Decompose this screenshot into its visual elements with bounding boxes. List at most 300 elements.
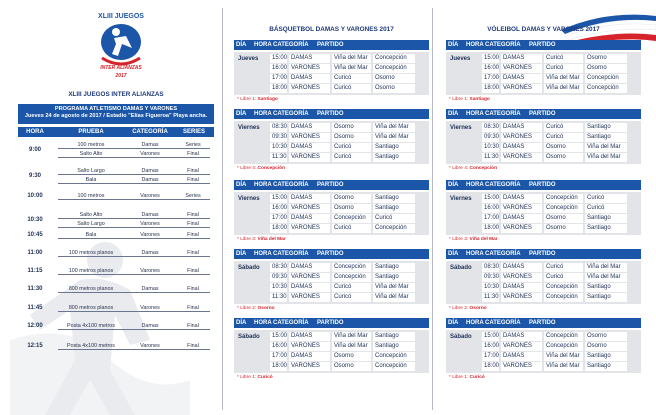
svg-text:XLIII JUEGOS: XLIII JUEGOS bbox=[98, 13, 144, 20]
match-team-home: Curicó bbox=[544, 263, 583, 272]
match-team-home: Curicó bbox=[544, 133, 583, 142]
event-series: Final bbox=[187, 343, 199, 349]
header-categoria: CATEGORÍA bbox=[273, 111, 309, 117]
match-day: Jueves bbox=[450, 56, 471, 62]
event-series: Final bbox=[187, 305, 199, 311]
match-row bbox=[234, 204, 429, 214]
match-row bbox=[234, 194, 429, 204]
header-categoria: CATEGORÍA bbox=[485, 320, 521, 326]
match-time: 09:30 bbox=[272, 134, 287, 140]
volleyball-day-block bbox=[446, 40, 641, 104]
match-time: 16:00 bbox=[272, 65, 287, 71]
match-day: Sábado bbox=[238, 265, 260, 271]
bye-team: Osorno bbox=[469, 306, 487, 311]
match-day: Viernes bbox=[238, 125, 260, 131]
match-team-home: Concepción bbox=[332, 263, 371, 272]
column-separator bbox=[222, 8, 223, 410]
header-partido: PARTIDO bbox=[529, 182, 556, 188]
event-name: Bala bbox=[85, 232, 97, 238]
event-name: 100 metros planos bbox=[68, 250, 114, 256]
match-team-home: Osorno bbox=[544, 143, 583, 152]
match-team-away: Santiago bbox=[585, 352, 627, 361]
bye-note: * Libre 1: Curicó bbox=[449, 375, 485, 380]
match-time: 17:00 bbox=[484, 75, 499, 81]
match-category: VARONES bbox=[289, 362, 330, 371]
header-hora: HORA bbox=[254, 182, 272, 188]
match-time: 08:30 bbox=[484, 264, 499, 270]
match-category: DAMAS bbox=[501, 263, 542, 272]
match-row bbox=[234, 54, 429, 64]
athletics-event-row bbox=[58, 250, 210, 257]
bye-note: * Libre 3: Viña del Mar bbox=[449, 237, 498, 242]
match-time: 18:00 bbox=[272, 225, 287, 231]
match-row bbox=[446, 214, 641, 224]
match-team-home: Curicó bbox=[332, 293, 371, 302]
header-partido: PARTIDO bbox=[529, 251, 556, 257]
event-series: Series bbox=[185, 193, 201, 199]
match-category: DAMAS bbox=[289, 214, 330, 223]
bye-note: * Libre 3: Viña del Mar bbox=[237, 237, 286, 242]
match-row bbox=[446, 194, 641, 204]
match-time: 15:00 bbox=[272, 55, 287, 61]
event-name: 100 metros bbox=[77, 193, 105, 199]
column-separator bbox=[432, 8, 433, 410]
match-team-away: Concepción bbox=[373, 352, 415, 361]
volleyball-day-block bbox=[446, 318, 641, 382]
match-row bbox=[234, 352, 429, 362]
header-dia: DÍA bbox=[448, 320, 459, 326]
header-categoria: CATEGORÍA bbox=[273, 320, 309, 326]
event-series: Final bbox=[187, 168, 199, 174]
match-time: 08:30 bbox=[484, 124, 499, 130]
match-day: Sábado bbox=[450, 265, 472, 271]
svg-text:INTER ALIANZAS: INTER ALIANZAS bbox=[100, 65, 142, 71]
match-category: DAMAS bbox=[501, 194, 542, 203]
schedule-body bbox=[234, 330, 429, 373]
match-team-away: Santiago bbox=[373, 263, 415, 272]
match-row bbox=[234, 342, 429, 352]
athletics-event-row bbox=[58, 268, 210, 275]
match-time: 09:30 bbox=[272, 274, 287, 280]
bye-label: Libre 1: bbox=[452, 97, 469, 102]
volleyball-day-block bbox=[446, 180, 641, 244]
event-category: Varones bbox=[140, 221, 160, 227]
header-categoria: CATEGORÍA bbox=[273, 182, 309, 188]
match-team-home: Osorno bbox=[332, 204, 371, 213]
athletics-time: 11:30 bbox=[27, 286, 43, 292]
athletics-event-row bbox=[58, 232, 210, 239]
athletics-event-row bbox=[58, 151, 210, 158]
basketball-day-block bbox=[234, 40, 429, 104]
event-name: Posta 4x100 metros bbox=[67, 323, 115, 329]
match-time: 08:30 bbox=[272, 124, 287, 130]
event-category: Damas bbox=[141, 323, 159, 329]
header-hora: HORA bbox=[466, 42, 484, 48]
schedule-body bbox=[446, 52, 641, 95]
header-hora: HORA bbox=[466, 320, 484, 326]
bye-label: Libre 2: bbox=[452, 306, 469, 311]
match-team-away: Curicó bbox=[585, 204, 627, 213]
match-category: VARONES bbox=[289, 153, 330, 162]
bye-team: Viña del Mar bbox=[257, 237, 286, 242]
match-day: Jueves bbox=[238, 56, 259, 62]
schedule-body bbox=[446, 261, 641, 304]
schedule-body bbox=[234, 52, 429, 95]
match-team-away: Santiago bbox=[373, 143, 415, 152]
match-row bbox=[234, 214, 429, 224]
match-time: 10:30 bbox=[272, 284, 287, 290]
bye-note: * Libre 2: Osorno bbox=[237, 306, 275, 311]
header-categoria: CATEGORÍA bbox=[485, 182, 521, 188]
match-team-home: Osorno bbox=[544, 224, 583, 233]
match-row bbox=[234, 153, 429, 163]
match-team-away: Santiago bbox=[373, 273, 415, 282]
program-date-venue: Jueves 24 de agosto de 2017 / Estadio "Elías Figueroa" Playa ancha. bbox=[24, 112, 208, 119]
bye-note: * Libre 1: Santiago bbox=[449, 97, 490, 102]
match-time: 16:00 bbox=[272, 343, 287, 349]
match-category: VARONES bbox=[501, 224, 542, 233]
match-category: DAMAS bbox=[501, 54, 542, 63]
match-row bbox=[234, 332, 429, 342]
match-row bbox=[446, 342, 641, 352]
match-row bbox=[234, 133, 429, 143]
match-time: 10:30 bbox=[484, 144, 499, 150]
match-category: DAMAS bbox=[289, 263, 330, 272]
match-team-home: Osorno bbox=[332, 133, 371, 142]
basketball-day-block bbox=[234, 109, 429, 173]
header-dia: DÍA bbox=[448, 42, 459, 48]
match-category: DAMAS bbox=[501, 352, 542, 361]
match-row bbox=[234, 224, 429, 234]
match-time: 15:00 bbox=[484, 55, 499, 61]
event-series: Final bbox=[187, 232, 199, 238]
match-category: DAMAS bbox=[289, 143, 330, 152]
match-row bbox=[446, 293, 641, 303]
event-category: Damas bbox=[141, 286, 159, 292]
athletics-table-header bbox=[18, 127, 214, 137]
schedule-body bbox=[234, 261, 429, 304]
match-category: DAMAS bbox=[289, 352, 330, 361]
match-time: 15:00 bbox=[484, 333, 499, 339]
match-time: 18:00 bbox=[484, 225, 499, 231]
header-partido: PARTIDO bbox=[317, 251, 344, 257]
match-team-home: Viña del Mar bbox=[544, 352, 583, 361]
games-logo-icon bbox=[92, 8, 150, 80]
schedule-body bbox=[446, 192, 641, 235]
header-categoria: CATEGORÍA bbox=[132, 129, 168, 135]
athletics-time: 10:00 bbox=[27, 193, 43, 199]
match-time: 08:30 bbox=[272, 264, 287, 270]
bye-note: * Libre 4: Concepción bbox=[449, 166, 497, 171]
match-category: VARONES bbox=[501, 293, 542, 302]
event-name: Salto Alto bbox=[79, 212, 103, 218]
svg-text:2017: 2017 bbox=[115, 73, 127, 79]
athletics-time: 11:15 bbox=[27, 268, 43, 274]
match-team-home: Osorno bbox=[544, 153, 583, 162]
match-team-home: Concepción bbox=[544, 283, 583, 292]
match-team-away: Concepción bbox=[373, 54, 415, 63]
match-team-home: Curicó bbox=[332, 224, 371, 233]
athletics-event-row bbox=[58, 142, 210, 149]
match-team-away: Curicó bbox=[585, 194, 627, 203]
match-team-home: Osorno bbox=[332, 194, 371, 203]
match-time: 15:00 bbox=[272, 195, 287, 201]
schedule-header bbox=[446, 180, 641, 190]
match-row bbox=[234, 362, 429, 372]
match-team-away: Osorno bbox=[585, 332, 627, 341]
event-name: 800 metros planos bbox=[68, 305, 114, 311]
schedule-body bbox=[446, 121, 641, 164]
event-name: 100 metros planos bbox=[68, 268, 114, 274]
match-team-away: Viña del Mar bbox=[585, 273, 627, 282]
athletics-time: 11:45 bbox=[27, 305, 43, 311]
bye-note: * Libre 2: Osorno bbox=[449, 306, 487, 311]
athletics-event-row bbox=[58, 212, 210, 219]
event-series: Final bbox=[187, 212, 199, 218]
match-team-away: Osorno bbox=[373, 84, 415, 93]
athletics-event-row bbox=[58, 343, 210, 350]
match-row bbox=[446, 123, 641, 133]
event-category: Damas bbox=[141, 168, 159, 174]
bye-label: Libre 2: bbox=[240, 306, 257, 311]
match-team-home: Curicó bbox=[544, 273, 583, 282]
match-team-home: Concepción bbox=[544, 204, 583, 213]
event-category: Varones bbox=[140, 268, 160, 274]
match-row bbox=[234, 74, 429, 84]
athletics-time: 12:00 bbox=[27, 323, 43, 329]
header-dia: DÍA bbox=[236, 320, 247, 326]
match-row bbox=[446, 133, 641, 143]
match-category: VARONES bbox=[289, 64, 330, 73]
match-team-away: Viña del Mar bbox=[373, 293, 415, 302]
match-team-away: Santiago bbox=[373, 153, 415, 162]
match-row bbox=[446, 54, 641, 64]
event-category: Varones bbox=[140, 343, 160, 349]
bye-note: * Libre 4: Concepción bbox=[237, 166, 285, 171]
match-row bbox=[446, 204, 641, 214]
match-category: DAMAS bbox=[289, 74, 330, 83]
header-hora: HORA bbox=[254, 42, 272, 48]
athletics-time: 11:00 bbox=[27, 250, 43, 256]
match-row bbox=[234, 143, 429, 153]
match-row bbox=[446, 153, 641, 163]
match-category: DAMAS bbox=[289, 54, 330, 63]
match-category: VARONES bbox=[501, 362, 542, 371]
match-team-home: Concepción bbox=[544, 194, 583, 203]
match-row bbox=[446, 332, 641, 342]
match-category: VARONES bbox=[289, 133, 330, 142]
match-team-home: Concepción bbox=[544, 293, 583, 302]
bye-note: * Libre 1: Santiago bbox=[237, 97, 278, 102]
match-team-away: Santiago bbox=[373, 204, 415, 213]
bye-team: Santiago bbox=[469, 97, 490, 102]
header-hora: HORA bbox=[26, 129, 44, 135]
match-category: VARONES bbox=[501, 342, 542, 351]
match-team-home: Osorno bbox=[332, 123, 371, 132]
match-team-home: Viña del Mar bbox=[544, 84, 583, 93]
match-time: 09:30 bbox=[484, 134, 499, 140]
athletics-event-row bbox=[58, 193, 210, 200]
match-row bbox=[446, 74, 641, 84]
match-time: 15:00 bbox=[484, 195, 499, 201]
match-category: VARONES bbox=[501, 204, 542, 213]
event-category: Damas bbox=[141, 142, 159, 148]
match-category: VARONES bbox=[289, 293, 330, 302]
header-prueba: PRUEBA bbox=[78, 129, 104, 135]
match-team-away: Osorno bbox=[585, 54, 627, 63]
match-row bbox=[234, 84, 429, 94]
match-team-away: Concepción bbox=[373, 64, 415, 73]
header-partido: PARTIDO bbox=[529, 111, 556, 117]
match-team-away: Santiago bbox=[585, 224, 627, 233]
match-time: 16:00 bbox=[484, 205, 499, 211]
header-hora: HORA bbox=[254, 111, 272, 117]
match-row bbox=[234, 64, 429, 74]
match-team-away: Viña del Mar bbox=[585, 263, 627, 272]
match-category: DAMAS bbox=[289, 332, 330, 341]
bye-team: Curicó bbox=[257, 375, 273, 380]
volleyball-title: VÓLEIBOL DAMAS Y VARONES 2017 bbox=[487, 26, 600, 33]
event-name: 800 metros planos bbox=[68, 286, 114, 292]
event-category: Varones bbox=[140, 151, 160, 157]
match-time: 15:00 bbox=[272, 333, 287, 339]
header-hora: HORA bbox=[466, 182, 484, 188]
match-team-away: Curicó bbox=[373, 214, 415, 223]
match-team-away: Concepción bbox=[585, 84, 627, 93]
header-dia: DÍA bbox=[236, 111, 247, 117]
bye-label: Libre 3: bbox=[240, 237, 257, 242]
match-day: Viernes bbox=[238, 196, 260, 202]
match-team-away: Santiago bbox=[585, 293, 627, 302]
match-team-away: Santiago bbox=[373, 332, 415, 341]
match-team-home: Viña del Mar bbox=[332, 54, 371, 63]
basketball-title: BÁSQUETBOL DAMAS Y VARONES 2017 bbox=[269, 26, 394, 33]
event-name: Salto Largo bbox=[77, 221, 105, 227]
header-partido: PARTIDO bbox=[529, 320, 556, 326]
match-time: 18:00 bbox=[484, 85, 499, 91]
match-time: 11:30 bbox=[272, 294, 287, 300]
match-team-away: Santiago bbox=[585, 283, 627, 292]
match-time: 10:30 bbox=[272, 144, 287, 150]
match-time: 11:30 bbox=[272, 154, 287, 160]
event-category: Varones bbox=[140, 193, 160, 199]
match-time: 16:00 bbox=[272, 205, 287, 211]
match-team-away: Concepción bbox=[373, 224, 415, 233]
match-row bbox=[234, 263, 429, 273]
header-categoria: CATEGORÍA bbox=[485, 42, 521, 48]
basketball-day-block bbox=[234, 249, 429, 313]
match-time: 17:00 bbox=[484, 215, 499, 221]
event-category: Damas bbox=[141, 250, 159, 256]
event-category: Varones bbox=[140, 305, 160, 311]
bye-label: Libre 1: bbox=[240, 375, 257, 380]
match-team-home: Concepción bbox=[544, 342, 583, 351]
match-day: Viernes bbox=[450, 125, 472, 131]
header-hora: HORA bbox=[466, 111, 484, 117]
schedule-body bbox=[234, 192, 429, 235]
match-team-away: Santiago bbox=[585, 362, 627, 371]
match-team-home: Viña del Mar bbox=[332, 64, 371, 73]
match-team-home: Osorno bbox=[332, 362, 371, 371]
match-team-away: Viña del Mar bbox=[373, 123, 415, 132]
match-category: VARONES bbox=[289, 342, 330, 351]
schedule-header bbox=[234, 318, 429, 328]
match-category: DAMAS bbox=[289, 123, 330, 132]
match-category: VARONES bbox=[501, 273, 542, 282]
bye-team: Osorno bbox=[257, 306, 275, 311]
bye-label: Libre 1: bbox=[452, 375, 469, 380]
event-name: 100 metros bbox=[77, 142, 105, 148]
match-team-home: Viña del Mar bbox=[544, 74, 583, 83]
schedule-header bbox=[234, 40, 429, 50]
header-partido: PARTIDO bbox=[317, 42, 344, 48]
match-category: VARONES bbox=[289, 224, 330, 233]
match-category: VARONES bbox=[289, 84, 330, 93]
schedule-header bbox=[234, 109, 429, 119]
match-time: 16:00 bbox=[484, 65, 499, 71]
match-time: 17:00 bbox=[272, 75, 287, 81]
match-category: DAMAS bbox=[289, 194, 330, 203]
match-time: 11:30 bbox=[484, 294, 499, 300]
athletics-time: 9:00 bbox=[28, 147, 41, 153]
match-team-home: Viña del Mar bbox=[332, 342, 371, 351]
bye-note: * Libre 1: Curicó bbox=[237, 375, 273, 380]
header-dia: DÍA bbox=[448, 111, 459, 117]
match-row bbox=[446, 273, 641, 283]
match-category: VARONES bbox=[501, 64, 542, 73]
match-team-home: Curicó bbox=[544, 54, 583, 63]
event-series: Final bbox=[187, 221, 199, 227]
match-time: 10:30 bbox=[484, 284, 499, 290]
match-team-away: Viña del Mar bbox=[373, 133, 415, 142]
match-category: DAMAS bbox=[289, 283, 330, 292]
bye-team: Viña del Mar bbox=[469, 237, 498, 242]
bye-label: Libre 1: bbox=[240, 97, 257, 102]
match-category: VARONES bbox=[501, 153, 542, 162]
match-team-away: Concepción bbox=[373, 362, 415, 371]
event-series: Final bbox=[187, 250, 199, 256]
match-team-home: Curicó bbox=[332, 84, 371, 93]
header-partido: PARTIDO bbox=[317, 111, 344, 117]
event-series: Final bbox=[187, 268, 199, 274]
match-team-home: Osorno bbox=[544, 214, 583, 223]
basketball-day-block bbox=[234, 318, 429, 382]
program-banner bbox=[18, 104, 214, 124]
match-team-away: Viña del Mar bbox=[585, 153, 627, 162]
match-team-home: Viña del Mar bbox=[544, 362, 583, 371]
match-time: 17:00 bbox=[484, 353, 499, 359]
match-row bbox=[446, 143, 641, 153]
match-team-home: Viña del Mar bbox=[332, 332, 371, 341]
bye-team: Concepción bbox=[469, 166, 497, 171]
event-series: Series bbox=[185, 142, 201, 148]
match-team-away: Santiago bbox=[585, 133, 627, 142]
match-category: VARONES bbox=[289, 204, 330, 213]
athletics-event-row bbox=[58, 286, 210, 293]
match-time: 18:00 bbox=[272, 363, 287, 369]
match-team-away: Santiago bbox=[373, 194, 415, 203]
match-team-home: Osorno bbox=[332, 352, 371, 361]
bye-team: Concepción bbox=[257, 166, 285, 171]
match-row bbox=[446, 84, 641, 94]
program-title: PROGRAMA ATLETISMO DAMAS Y VARONES bbox=[54, 106, 178, 112]
schedule-body bbox=[446, 330, 641, 373]
athletics-time: 10:45 bbox=[27, 232, 43, 238]
header-hora: HORA bbox=[254, 320, 272, 326]
header-partido: PARTIDO bbox=[317, 320, 344, 326]
match-team-away: Osorno bbox=[585, 64, 627, 73]
athletics-event-row bbox=[58, 323, 210, 330]
